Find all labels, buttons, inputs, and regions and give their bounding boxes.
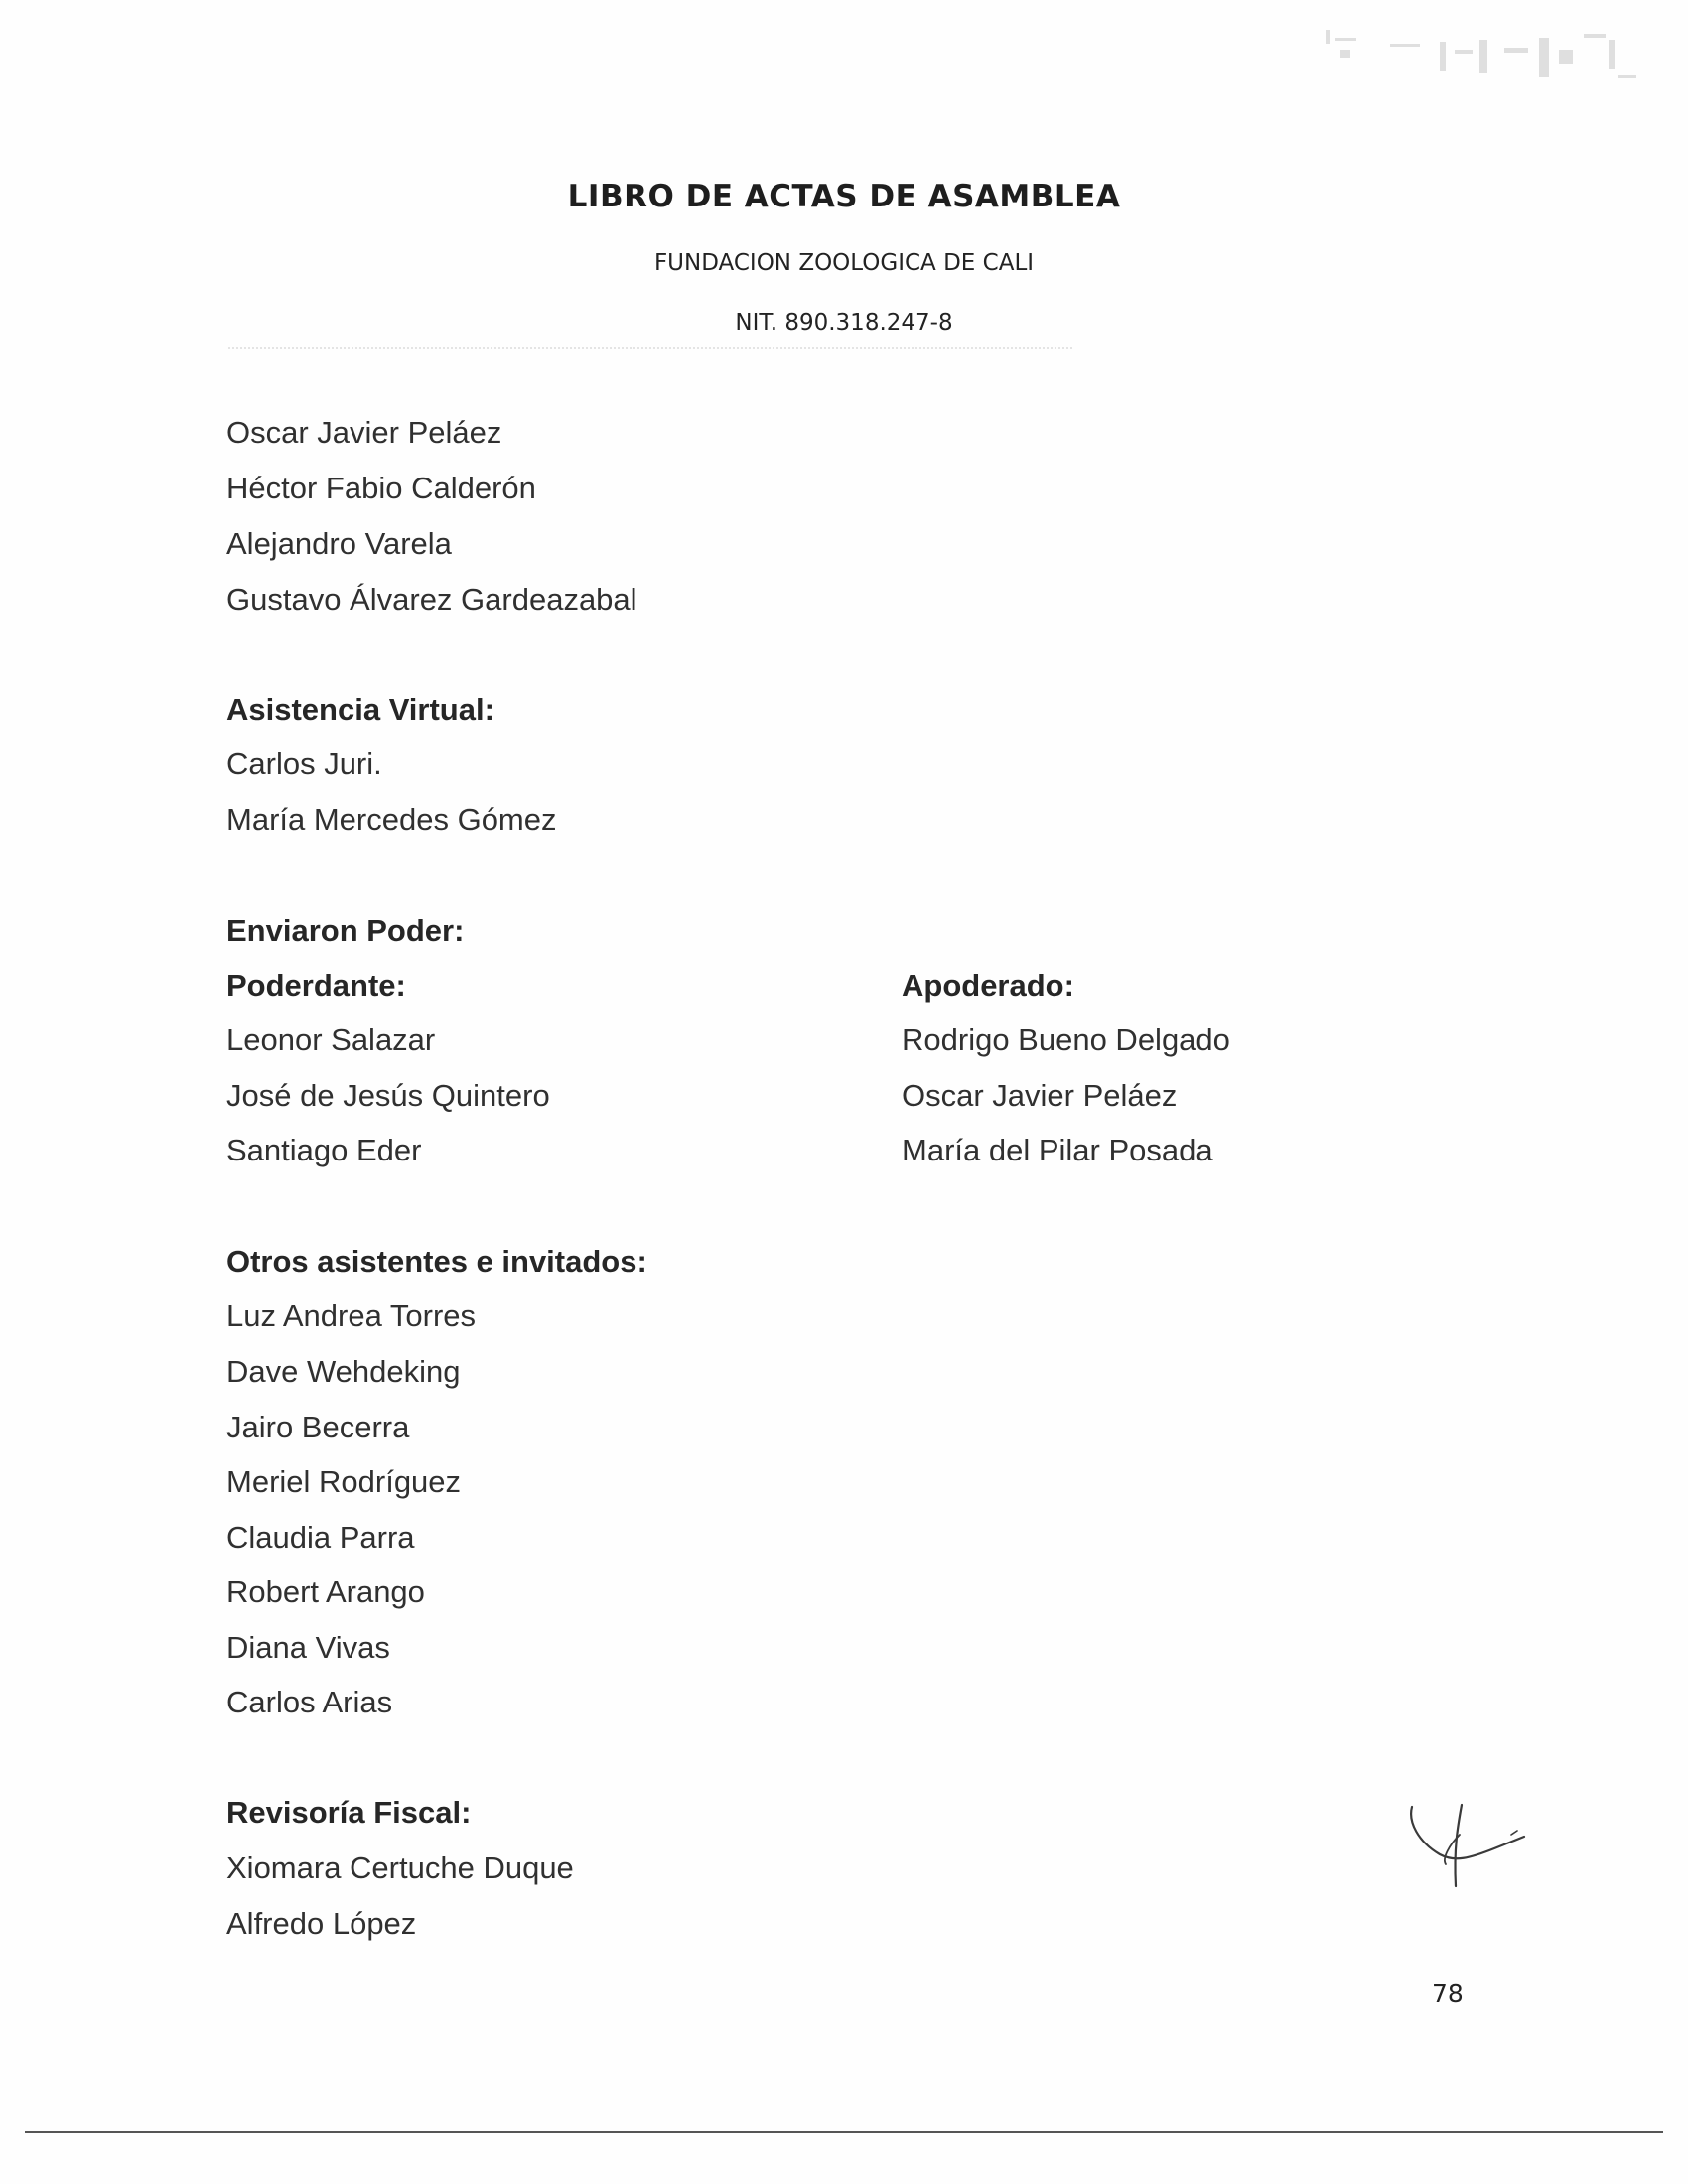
header-divider — [228, 347, 1072, 349]
virtual-attendee-name: Carlos Juri. — [226, 747, 382, 781]
guest-name: Jairo Becerra — [226, 1410, 410, 1444]
attorney-heading: Apoderado: — [902, 968, 1074, 1003]
page-number: 78 — [1432, 1979, 1464, 2008]
others-heading: Otros asistentes e invitados: — [226, 1244, 647, 1279]
grantor-name: José de Jesús Quintero — [226, 1078, 550, 1113]
fiscal-name: Xiomara Certuche Duque — [226, 1850, 574, 1885]
guest-name: Meriel Rodríguez — [226, 1464, 462, 1499]
virtual-heading: Asistencia Virtual: — [226, 692, 494, 727]
virtual-attendee-name: María Mercedes Gómez — [226, 802, 557, 837]
guest-name: Carlos Arias — [226, 1685, 393, 1719]
scan-artifact — [1321, 20, 1648, 109]
attendee-name: Gustavo Álvarez Gardeazabal — [226, 582, 637, 616]
fiscal-heading: Revisoría Fiscal: — [226, 1795, 472, 1830]
guest-name: Dave Wehdeking — [226, 1354, 461, 1389]
guest-name: Luz Andrea Torres — [226, 1298, 477, 1333]
proxies-heading: Enviaron Poder: — [226, 913, 465, 948]
attorney-name: María del Pilar Posada — [902, 1133, 1213, 1167]
attendee-name: Héctor Fabio Calderón — [226, 471, 536, 505]
guest-name: Diana Vivas — [226, 1630, 390, 1665]
fiscal-name: Alfredo López — [226, 1906, 417, 1941]
footer-rule — [25, 2131, 1663, 2133]
attendee-name: Oscar Javier Peláez — [226, 415, 502, 450]
guest-name: Claudia Parra — [226, 1520, 415, 1555]
handwritten-initials — [1400, 1787, 1529, 1906]
attorney-name: Rodrigo Bueno Delgado — [902, 1023, 1230, 1057]
book-title: LIBRO DE ACTAS DE ASAMBLEA — [567, 179, 1121, 214]
grantor-name: Santiago Eder — [226, 1133, 422, 1167]
guest-name: Robert Arango — [226, 1574, 425, 1609]
attorney-name: Oscar Javier Peláez — [902, 1078, 1178, 1113]
grantor-name: Leonor Salazar — [226, 1023, 436, 1057]
grantor-heading: Poderdante: — [226, 968, 406, 1003]
organization-name: FUNDACION ZOOLOGICA DE CALI — [653, 250, 1035, 276]
attendee-name: Alejandro Varela — [226, 526, 452, 561]
tax-id: NIT. 890.318.247-8 — [735, 310, 953, 336]
